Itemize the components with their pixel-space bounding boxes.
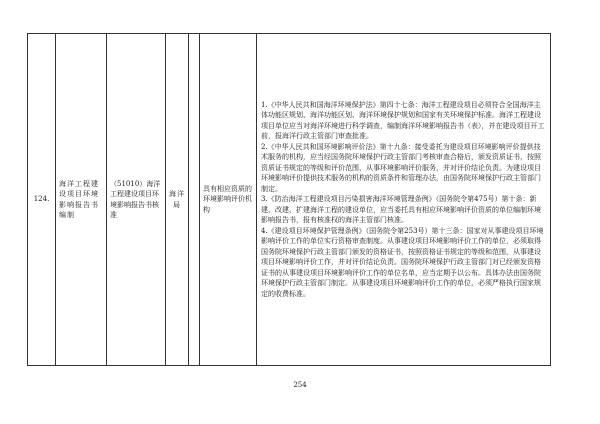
item-code: （51010）海洋工程建设项目环境影响报告书核准 [110, 179, 161, 219]
catalog-table [27, 33, 551, 366]
empty-cell [189, 34, 200, 366]
item-name: 海洋工程建设项目环境影响报告书编制 [59, 179, 99, 219]
legal-basis-item: 2.《中华人民共和国环境影响评价法》第十九条：接受委托为建设项目环境影响评价提供技术服务的机构，应当经国务院环境保护行政主管部门考核审查合格后，颁发资质证书，按照资质证书规定的等级和评价范围，从事环境影响评价服务，并对评价结论负责。为建设项目环境影响评价提供技术服务的机构的资质条件和管理办法，由国务院环境保护行政主管部门制定。 [261, 142, 541, 193]
item-name-cell [56, 34, 107, 366]
legal-basis-cell [257, 34, 551, 366]
row-number: 124. [33, 195, 50, 204]
legal-basis-item: 1.《中华人民共和国海洋环境保护法》第四十七条：海洋工程建设项目必须符合全国海洋主体功能区规划、海洋功能区划、海洋环境保护规划和国家有关环境保护标准。海洋工程建设项目单位应当对海洋环境进行科学调查，编制海洋环境影响报告书（表），并在建设项目开工前，报海洋行政主管部门审查批准。 [261, 100, 545, 141]
conditions: 具有相应资质的环境影响评价机构 [203, 184, 252, 214]
legal-basis-item: 4.《建设项目环境保护管理条例》（国务院令第253号）第十三条：国家对从事建设项目环境影响评价工作的单位实行资格审查制度。从事建设项目环境影响评价工作的单位，必须取得国务院环境保护行政主管部门颁发的资格证书，按照资格证书规定的等级和范围，从事建设项目环境影响评价工作，并对评价结论负责。国务院环境保护行政主管部门对已经颁发资格证书的从事建设项目环境影响评价工作的单位名单，应当定期予以公布。具体办法由国务院环境保护行政主管部门制定。从事建设项目环境影响评价工作的单位，必须严格执行国家规定的收费标准。 [261, 226, 544, 298]
row-number-cell [28, 34, 56, 366]
item-code-cell [107, 34, 166, 366]
legal-basis-item: 3.《防治海洋工程建设项目污染损害海洋环境管理条例》（国务院令第475号）第十条：新建、改建、扩建海洋工程的建设单位，应当委托具有相应环境影响评价资质的单位编制环境影响报告书，报有核准权的海洋主管部门核准。 [261, 195, 541, 225]
table-row [28, 34, 551, 366]
conditions-cell [200, 34, 257, 366]
department: 海洋局 [169, 190, 185, 209]
page-number: 254 [293, 381, 307, 389]
department-cell [166, 34, 189, 366]
